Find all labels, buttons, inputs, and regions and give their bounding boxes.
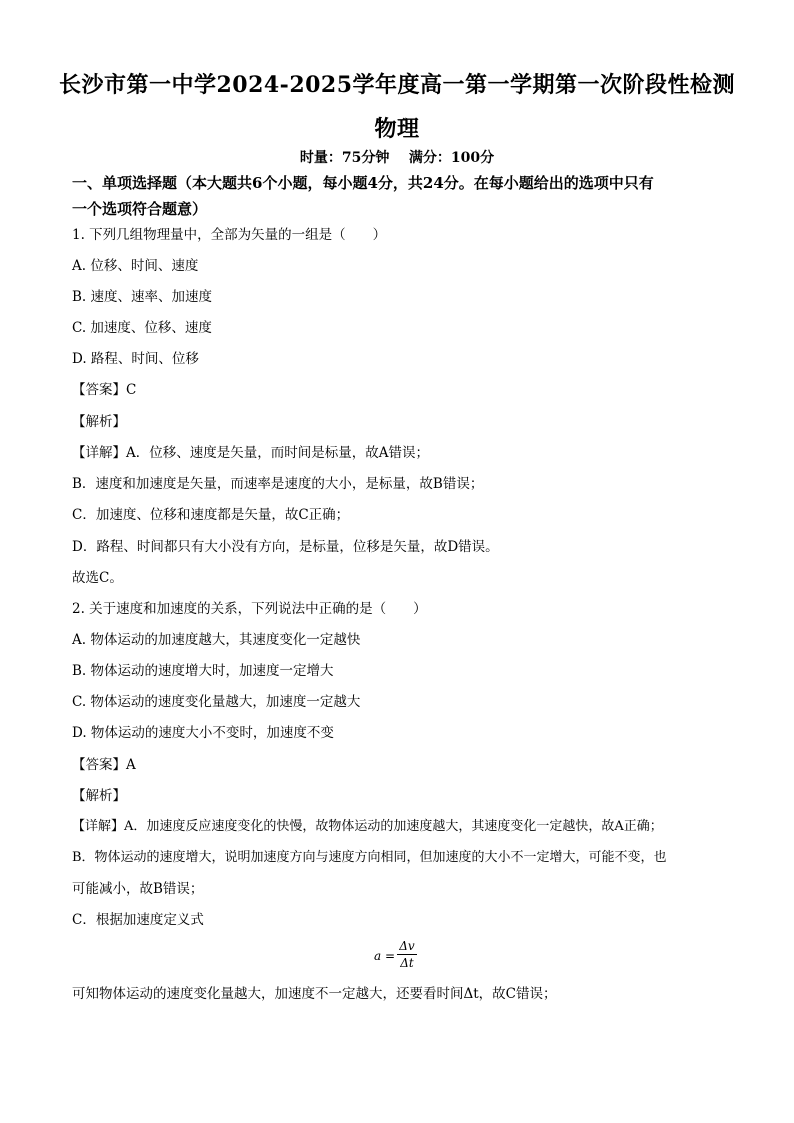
q1-option-b: B. 速度、速率、加速度 (72, 289, 213, 305)
q2-detail-c-intro: C．根据加速度定义式 (72, 912, 204, 928)
q2-detail-a: 【详解】A．加速度反应速度变化的快慢，故物体运动的加速度越大，其速度变化一定越快，故A正确； (72, 819, 663, 834)
q1-analysis-label: 【解析】 (72, 414, 126, 430)
q2-answer: 【答案】A (72, 757, 136, 773)
q2-stem: 2. 关于速度和加速度的关系，下列说法中正确的是（ ） (72, 601, 427, 617)
q1-detail-a: 【详解】A．位移、速度是矢量，而时间是标量，故A错误； (72, 445, 429, 461)
q1-detail-c: C．加速度、位移和速度都是矢量，故C正确； (72, 507, 350, 523)
exam-title: 长沙市第一中学2024-2025学年度高一第一学期第一次阶段性检测 (58, 72, 736, 98)
q1-detail-d: D．路程、时间都只有大小没有方向，是标量，位移是矢量，故D错误。 (72, 539, 499, 555)
q1-answer: 【答案】C (72, 382, 137, 398)
section-heading-line1: 一、单项选择题（本大题共6个小题，每小题4分，共24分。在每小题给出的选项中只有 (72, 174, 654, 192)
q1-option-c: C. 加速度、位移、速度 (72, 320, 212, 336)
q2-option-c: C. 物体运动的速度变化量越大，加速度一定越大 (72, 694, 361, 710)
q2-analysis-label: 【解析】 (72, 788, 126, 804)
formula-denominator: Δt (400, 956, 414, 970)
q2-detail-b-line1: B．物体运动的速度增大，说明加速度方向与速度方向相同，但加速度的大小不一定增大，可能不变，也 (72, 850, 667, 865)
subject-title: 物理 (374, 116, 420, 142)
q2-option-b: B. 物体运动的速度增大时，加速度一定增大 (72, 663, 334, 679)
q2-option-d: D. 物体运动的速度大小不变时，加速度不变 (72, 725, 334, 741)
q1-option-d: D. 路程、时间、位移 (72, 351, 199, 367)
q2-detail-c-tail: 可知物体运动的速度变化量越大，加速度不一定越大，还要看时间Δt，故C错误； (72, 986, 557, 1002)
q2-option-a: A. 物体运动的加速度越大，其速度变化一定越快 (72, 632, 361, 648)
q1-conclusion: 故选C。 (72, 570, 123, 586)
formula-fraction (396, 938, 418, 971)
q1-option-a: A. 位移、时间、速度 (72, 258, 199, 274)
formula-numerator: Δv (399, 939, 415, 953)
exam-info: 时量：75分钟 满分：100分 (299, 150, 495, 166)
q1-stem: 1. 下列几组物理量中，全部为矢量的一组是（ ） (72, 227, 387, 243)
formula-lhs: a = (374, 949, 396, 963)
section-heading-line2: 一个选项符合题意） (72, 200, 208, 218)
q1-detail-b: B．速度和加速度是矢量，而速率是速度的大小，是标量，故B错误； (72, 476, 484, 492)
q2-detail-b-line2: 可能减小，故B错误； (72, 881, 204, 897)
section-heading (72, 170, 722, 222)
acceleration-formula (374, 938, 422, 974)
